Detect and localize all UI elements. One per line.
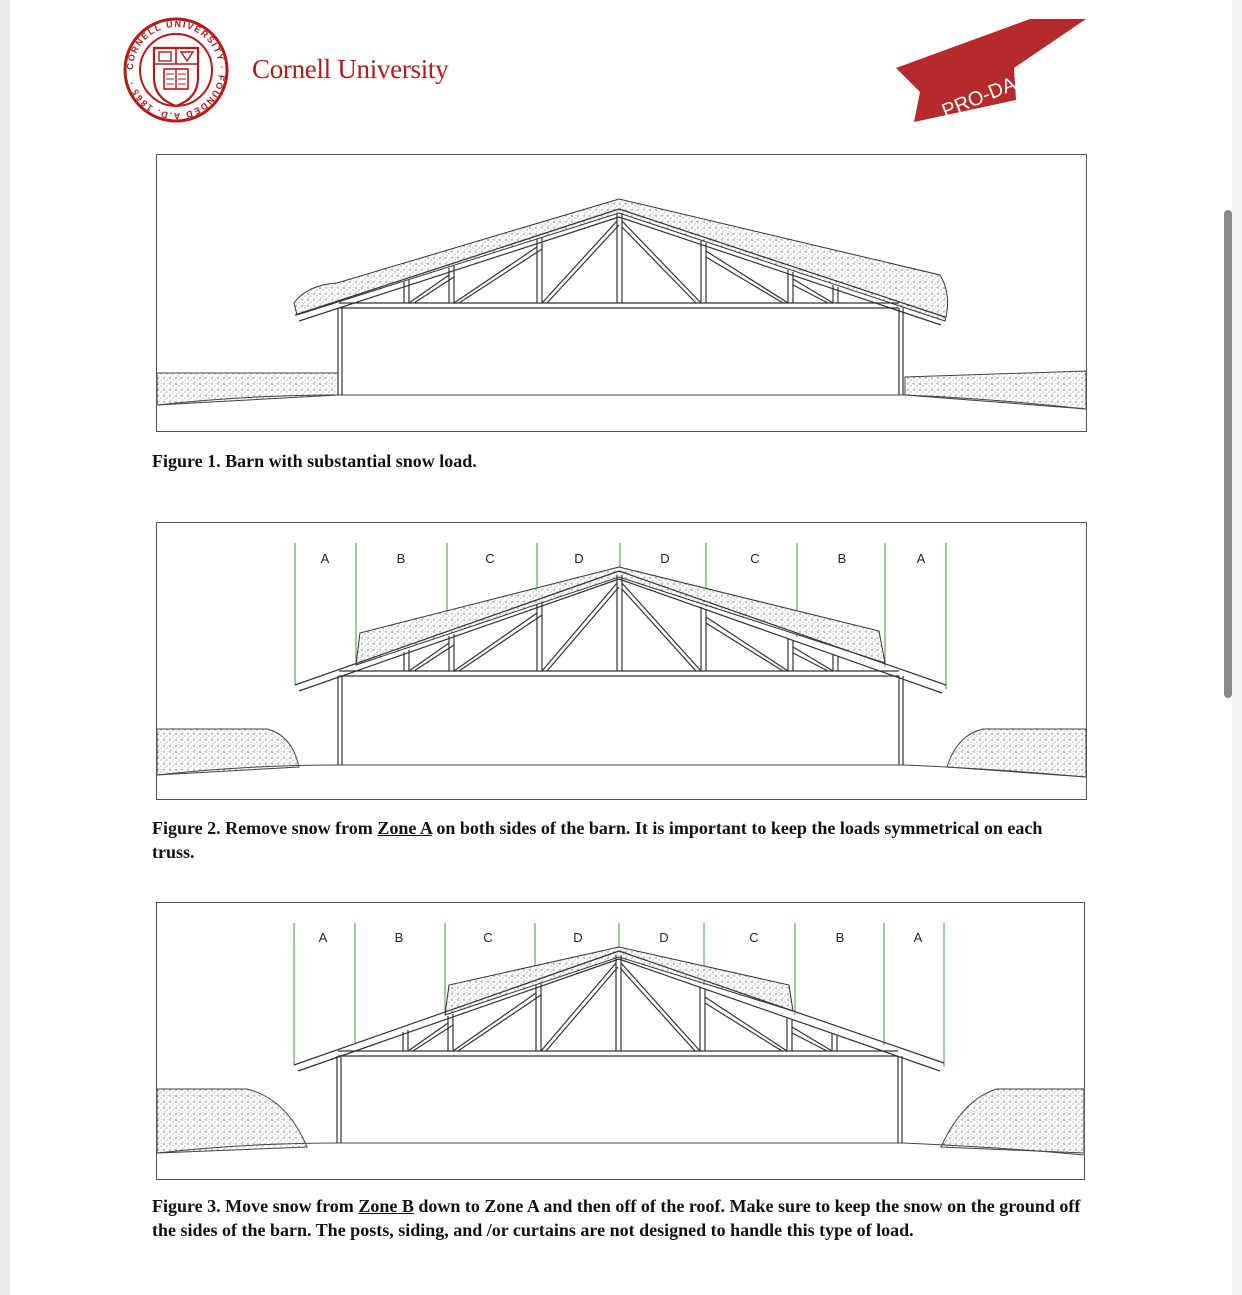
svg-text:PRO-DAIRY: PRO-DAIRY xyxy=(938,60,1050,123)
pro-dairy-logo xyxy=(890,14,1090,124)
svg-text:CORNELL UNIVERSITY · FOUNDED A: CORNELL UNIVERSITY · FOUNDED A.D. 1865 · xyxy=(124,18,228,122)
scrollbar-thumb[interactable] xyxy=(1224,210,1232,698)
figure-1-barn-diagram xyxy=(156,154,1087,432)
zone-label: C xyxy=(750,551,760,566)
zone-label: B xyxy=(394,930,404,945)
zone-label: B xyxy=(837,551,847,566)
zone-label: B xyxy=(835,930,845,945)
figure-3-caption: Figure 3. Move snow from Zone B down to Zone A and then off of the roof. Make sure to keep the snow on the ground off the sides of the barn. The posts, siding, and /or curtains are not designed to handle this type of load. xyxy=(152,1196,1081,1240)
zone-label: A xyxy=(916,551,926,566)
zone-label: C xyxy=(483,930,493,945)
barn-illustration-2 xyxy=(157,523,1086,799)
zone-label: A xyxy=(913,930,923,945)
zone-label: D xyxy=(574,551,584,566)
zone-label: B xyxy=(396,551,406,566)
zone-label: A xyxy=(320,551,330,566)
zone-divider-lines xyxy=(295,543,946,689)
zone-label: D xyxy=(573,930,583,945)
barn-illustration-1 xyxy=(157,155,1086,431)
zone-divider-lines xyxy=(294,923,944,1067)
figure-3-barn-diagram xyxy=(156,902,1085,1180)
figure-2-caption: Figure 2. Remove snow from Zone A on both sides of the barn. It is important to keep the loads symmetrical on each truss. xyxy=(152,818,1043,862)
cornell-seal-logo xyxy=(122,16,230,124)
zone-label: D xyxy=(660,551,670,566)
zone-labels xyxy=(319,930,923,945)
barn-illustration-3 xyxy=(157,903,1084,1179)
figure-2-barn-diagram xyxy=(156,522,1087,800)
zone-label: D xyxy=(659,930,669,945)
scrollbar-track[interactable] xyxy=(1232,0,1242,1295)
zone-labels xyxy=(321,551,926,566)
zone-label: A xyxy=(318,930,328,945)
university-name: Cornell University xyxy=(252,54,449,84)
zone-label: C xyxy=(749,930,759,945)
zone-label: C xyxy=(485,551,495,566)
figure-1-caption: Figure 1. Barn with substantial snow load. xyxy=(152,451,477,471)
